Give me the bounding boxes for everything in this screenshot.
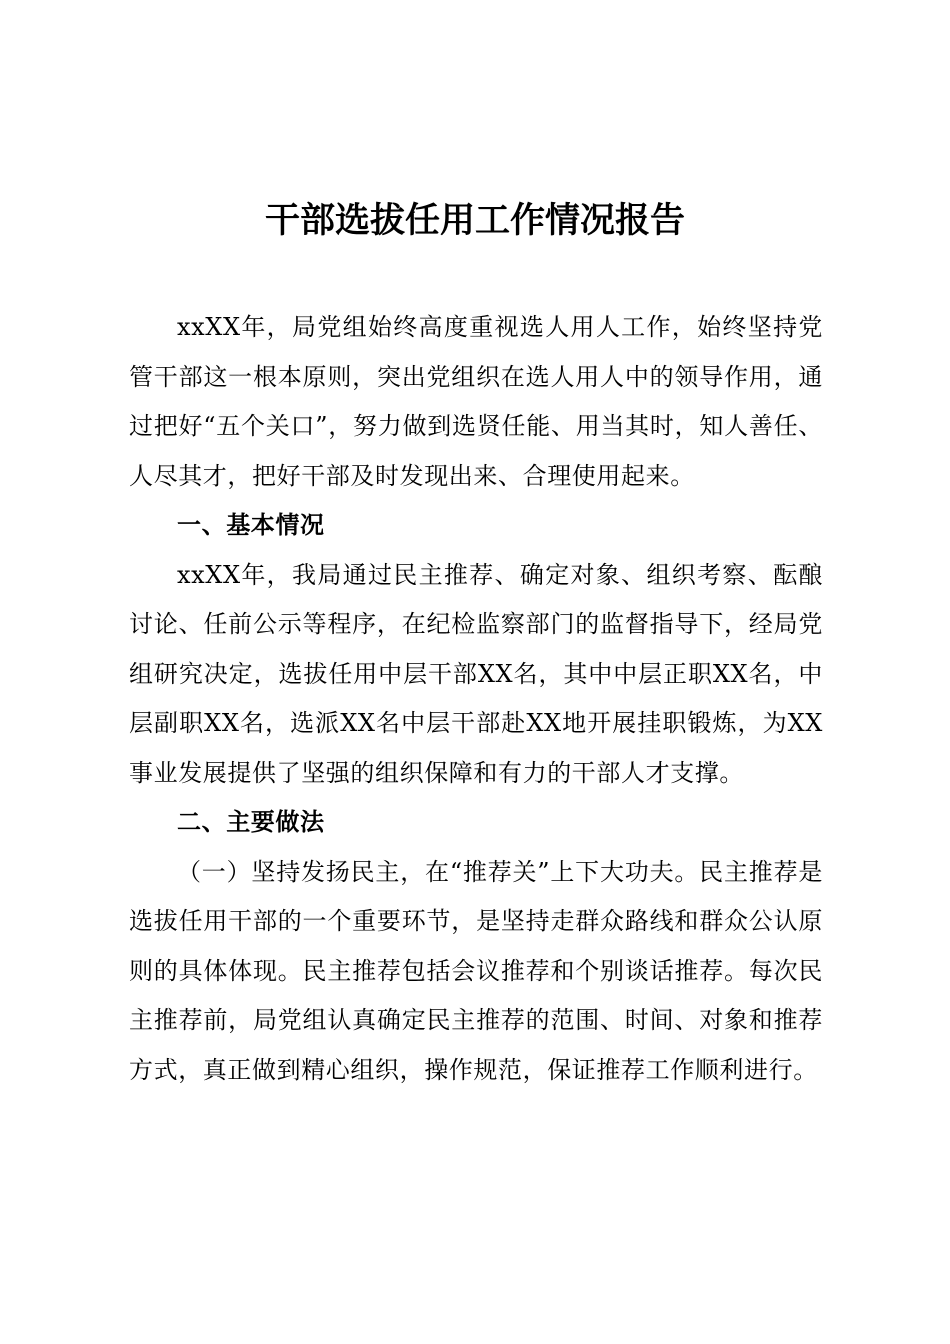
- intro-paragraph: xxXX年，局党组始终高度重视选人用人工作，始终坚持党管干部这一根本原则，突出党组织在选人用人中的领导作用，通过把好“五个关口”，努力做到选贤任能、用当其时，知人善任、人尽其才，把好干部及时发现出来、合理使用起来。: [129, 313, 823, 490]
- main-practices-paragraph: （一）坚持发扬民主，在“推荐关”上下大功夫。民主推荐是选拔任用干部的一个重要环节，是坚持走群众路线和群众公认原则的具体体现。民主推荐包括会议推荐和个别谈话推荐。每次民主推荐前，局党组认真确定民主推荐的范围、时间、对象和推荐方式，真正做到精心组织，操作规范，保证推荐工作顺利进行。: [129, 857, 823, 1084]
- document-title: 干部选拔任用工作情况报告: [264, 201, 685, 241]
- basic-situation-paragraph: xxXX年，我局通过民主推荐、确定对象、组织考察、酝酿讨论、任前公示等程序，在纪检监察部门的监督指导下，经局党组研究决定，选拔任用中层干部XX名，其中中层正职XX名，中层副职XX名，选派XX名中层干部赴XX地开展挂职锻炼，为XX事业发展提供了坚强的组织保障和有力的干部人才支撑。: [129, 560, 823, 787]
- section-heading-main-practices: 二、主要做法: [177, 808, 325, 836]
- document-body: [129, 303, 823, 1095]
- section-heading-basic-situation: 一、基本情况: [177, 511, 325, 539]
